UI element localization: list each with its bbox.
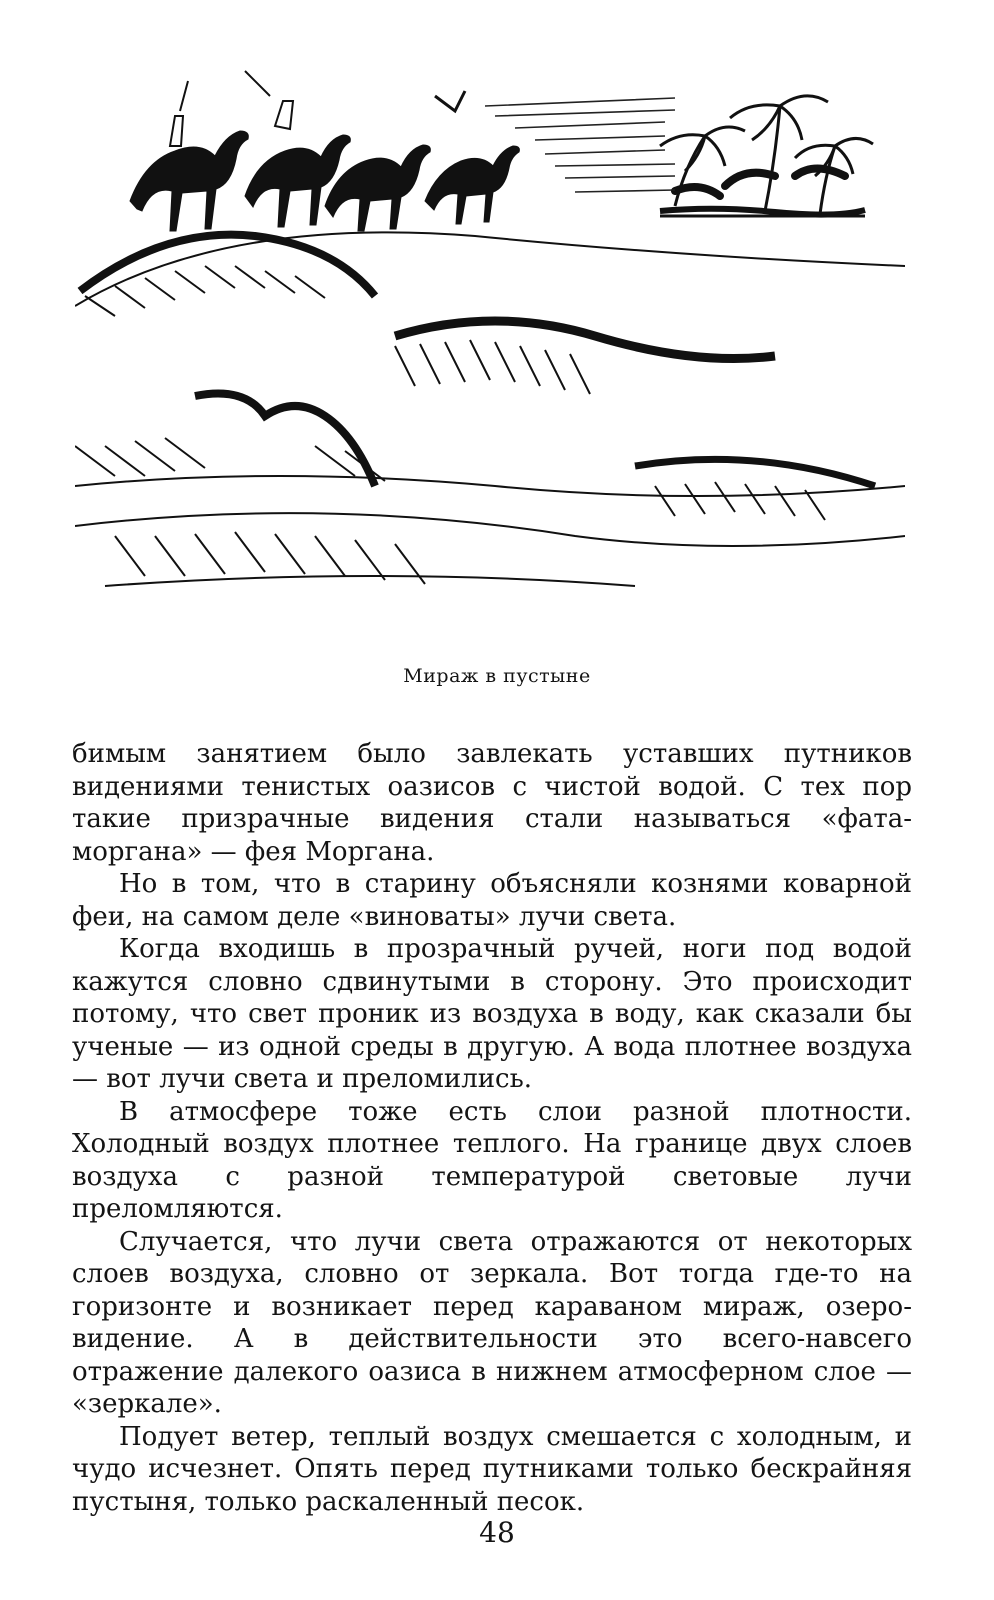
camel-caravan-icon [130,71,519,231]
body-text [72,738,912,1518]
paragraph-4: В атмосфере тоже есть слои разной плотности. Холодный воздух плотнее теплого. На границе двух слоев воздуха с разной температурой световые лучи преломляются. [72,1096,912,1224]
paragraph-2: Но в том, что в старину объясняли кознями коварной феи, на самом деле «виноваты» лучи света. [72,869,912,932]
paragraph-6: Подует ветер, теплый воздух смешается с холодным, и чудо исчезнет. Опять перед путниками только бескрайняя пустыня, только раскаленный песок. [72,1421,912,1517]
paragraph-3: Когда входишь в прозрачный ручей, ноги под водой кажутся словно сдвинутыми в сторону. Это происходит потому, что свет проник из воздуха в воду, как сказали бы ученые — из одной среды в другую. А вода плотнее воздуха — вот лучи света и преломились. [72,934,912,1094]
paragraph-1: бимым занятием было завлекать уставших путников видениями тенистых оазисов с чистой водой. С тех пор такие призрачные видения стали называться «фата-моргана» — фея Моргана. [72,739,912,867]
palm-oasis-icon [660,96,873,216]
figure-caption: Мираж в пустыне [403,665,591,687]
paragraph-5: Случается, что лучи света отражаются от некоторых слоев воздуха, словно от зеркала. Вот тогда где-то на горизонте и возникает перед караваном мираж, озеро-видение. А в действительности это всего-навсего отражение далекого оазиса в нижнем атмосферном слое — «зеркале». [72,1226,912,1419]
page-number: 48 [479,1516,515,1549]
mirage-illustration [75,66,905,626]
sand-dunes-icon [75,232,905,586]
horizon-hatching [485,98,675,192]
